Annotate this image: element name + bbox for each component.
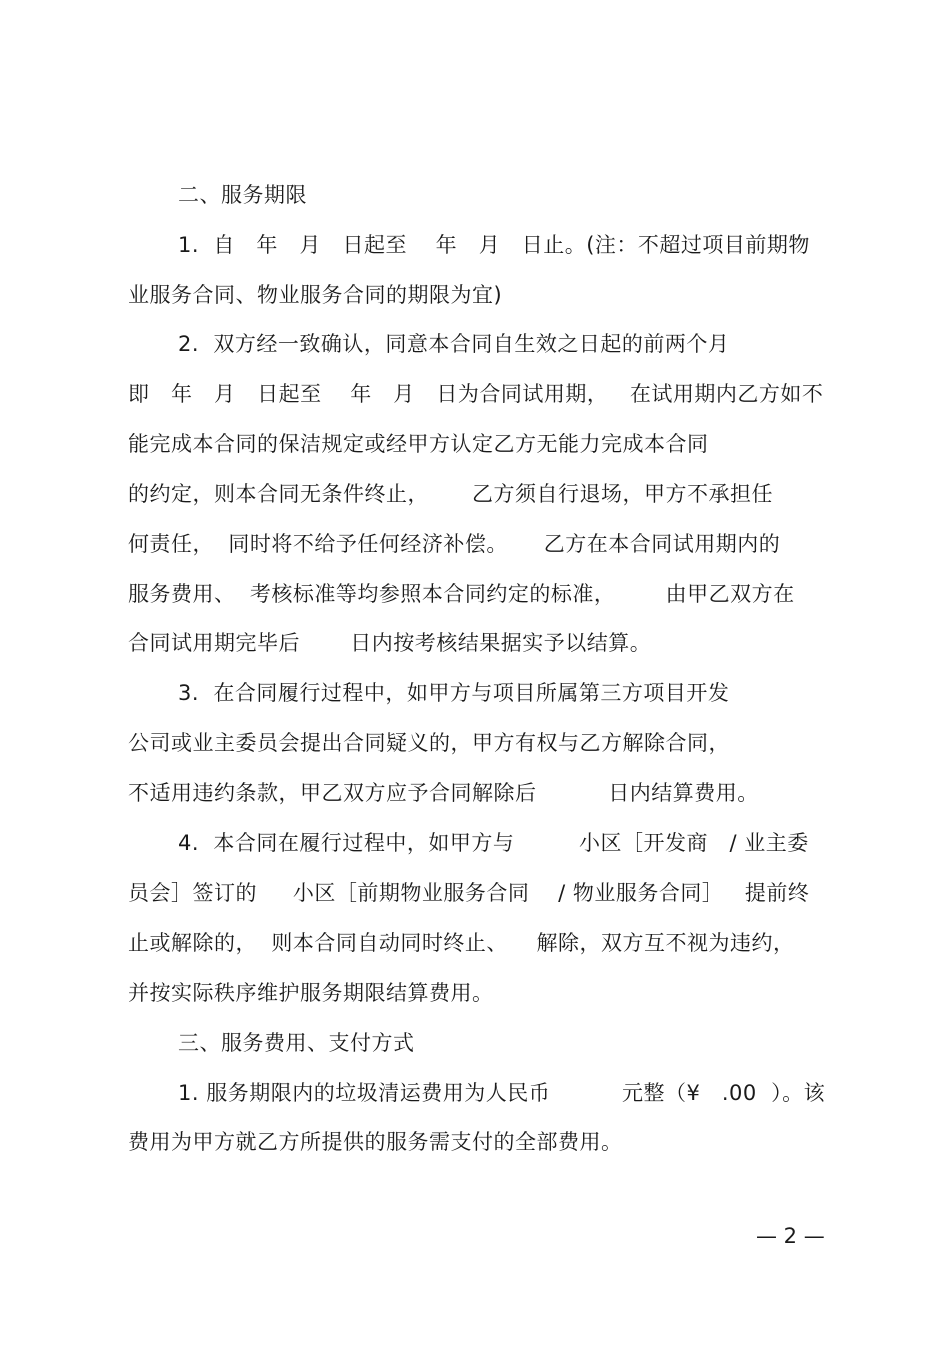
paragraph-line: 服务费用、 考核标准等均参照本合同约定的标准， 由甲乙双方在: [128, 582, 795, 606]
paragraph-line: 公司或业主委员会提出合同疑义的，甲方有权与乙方解除合同，: [128, 731, 730, 755]
section-heading-service-period: 二、服务期限: [178, 183, 307, 207]
paragraph-line: 4. 本合同在履行过程中，如甲方与 小区［开发商 / 业主委: [178, 831, 809, 855]
section-heading-fees-payment: 三、服务费用、支付方式: [178, 1031, 415, 1055]
paragraph-line: 并按实际秩序维护服务期限结算费用。: [128, 981, 494, 1005]
paragraph-line: 1. 自 年 月 日起至 年 月 日止。(注：不超过项目前期物: [178, 233, 810, 257]
paragraph-line: 止或解除的， 则本合同自动同时终止、 解除，双方互不视为违约，: [128, 931, 795, 955]
page-number: — 2 —: [756, 1224, 825, 1248]
paragraph-line: 不适用违约条款，甲乙双方应予合同解除后 日内结算费用。: [128, 781, 759, 805]
paragraph-line: 费用为甲方就乙方所提供的服务需支付的全部费用。: [128, 1130, 623, 1154]
paragraph-line: 能完成本合同的保洁规定或经甲方认定乙方无能力完成本合同: [128, 432, 709, 456]
paragraph-line: 3. 在合同履行过程中，如甲方与项目所属第三方项目开发: [178, 681, 730, 705]
paragraph-line: 1. 服务期限内的垃圾清运费用为人民币 元整（¥ .00 ）。该: [178, 1081, 826, 1105]
paragraph-line: 2. 双方经一致确认，同意本合同自生效之日起的前两个月: [178, 332, 730, 356]
paragraph-line: 即 年 月 日起至 年 月 日为合同试用期， 在试用期内乙方如不: [128, 382, 824, 406]
paragraph-line: 的约定，则本合同无条件终止， 乙方须自行退场，甲方不承担任: [128, 482, 774, 506]
paragraph-line: 业服务合同、物业服务合同的期限为宜): [128, 283, 503, 307]
paragraph-line: 员会］签订的 小区［前期物业服务合同 / 物业服务合同］ 提前终: [128, 881, 810, 905]
paragraph-line: 合同试用期完毕后 日内按考核结果据实予以结算。: [128, 631, 652, 655]
paragraph-line: 何责任， 同时将不给予任何经济补偿。 乙方在本合同试用期内的: [128, 532, 781, 556]
